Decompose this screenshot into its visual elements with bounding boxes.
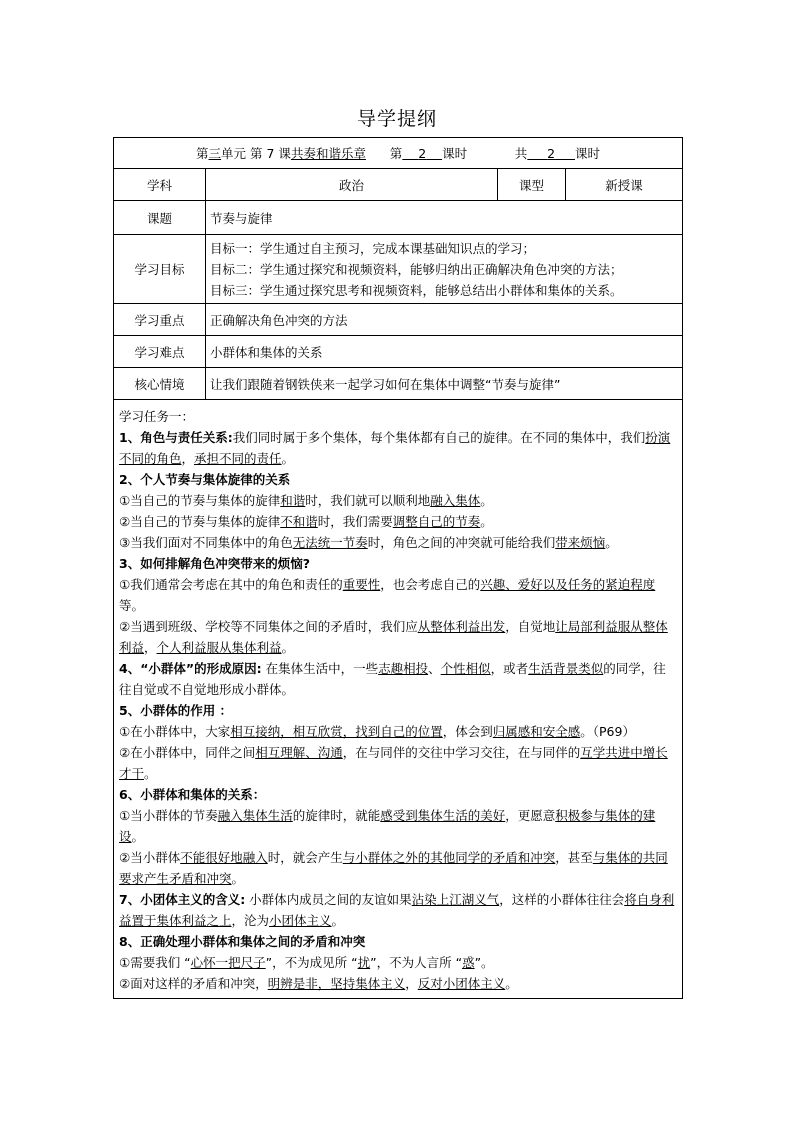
section-8-item: ②面对这样的矛盾和冲突，明辨是非，坚持集体主义，反对小团体主义。 — [119, 976, 518, 991]
goals-list — [206, 235, 683, 304]
section-5-item: ②在小群体中，同伴之间相互理解、沟通，在与同伴的交往中学习交往，在与同伴的互学共进中增长才干。 — [119, 745, 668, 781]
section-2-item: ①当自己的节奏与集体的旋律和谐时，我们就可以顺利地融入集体。 — [119, 493, 493, 508]
goal-item: 目标一：学生通过自主预习，完成本课基础知识点的学习； — [210, 240, 536, 256]
unit-prefix: 第 — [196, 146, 209, 161]
lesson-table — [113, 137, 683, 999]
section-2-item: ②当自己的节奏与集体的旋律不和谐时，我们需要调整自己的节奏。 — [119, 514, 493, 529]
section-6-title: 6、小群体和集体的关系： — [119, 787, 266, 802]
section-5-item: ①在小群体中，大家相互接纳，相互欣赏，找到自己的位置，体会到归属感和安全感。（P69） — [119, 724, 635, 739]
page-title: 导学提纲 — [356, 108, 437, 130]
lesson-name: 共奏和谐乐章 — [290, 146, 366, 161]
section-2-item: ③当我们面对不同集体中的角色无法统一节奏时，角色之间的冲突就可能给我们带来烦恼。 — [119, 535, 618, 550]
section-6-item: ①当小群体的节奏融入集体生活的旋律时，就能感受到集体生活的美好，更愿意积极参与集体的建设。 — [119, 808, 656, 844]
section-4: 4、“小群体”的形成原因: 在集体生活中，一些志趣相投、个性相似，或者生活背景类似的同学，往往自觉或不自觉地形成小群体。 — [119, 661, 666, 697]
difficulty-value: 小群体和集体的关系 — [206, 336, 683, 368]
section-7: 7、小团体主义的含义: 小群体内成员之间的友谊如果沾染上江湖义气，这样的小群体往往会将自身利益置于集体利益之上，沦为小团体主义。 — [119, 892, 675, 928]
lesson-header — [114, 138, 683, 169]
unit-number: 三 — [208, 146, 222, 161]
topic-row — [114, 201, 683, 235]
total-label: 课时 — [575, 146, 601, 161]
header-row — [114, 138, 683, 169]
topic-label: 课题 — [114, 201, 206, 235]
focus-label: 学习重点 — [114, 304, 206, 336]
section-6-item: ②当小群体不能很好地融入时，就会产生与小群体之外的其他同学的矛盾和冲突，甚至与集体的共同要求产生矛盾和冲突。 — [119, 850, 668, 886]
goals-label: 学习目标 — [114, 235, 206, 304]
difficulty-row — [114, 336, 683, 368]
topic-value: 节奏与旋律 — [206, 201, 683, 235]
section-2-title: 2、个人节奏与集体旋律的关系 — [119, 472, 291, 487]
section-3-item: ①我们通常会考虑在其中的角色和责任的重要性，也会考虑自己的兴趣、爱好以及任务的紧迫程度等。 — [119, 577, 656, 613]
focus-row — [114, 304, 683, 336]
total-number: 2 — [547, 146, 556, 161]
section-8-title: 8、正确处理小群体和集体之间的矛盾和冲突 — [119, 934, 366, 949]
period-prefix: 第 — [389, 146, 403, 161]
scenario-value: 让我们跟随着钢铁侠来一起学习如何在集体中调整“节奏与旋律” — [206, 368, 683, 400]
section-5-title: 5、小群体的作用 ： — [119, 703, 233, 718]
scenario-label: 核心情境 — [114, 368, 206, 400]
total-prefix: 共 — [514, 146, 528, 161]
type-label: 课型 — [498, 169, 566, 201]
unit-label: 单元 — [221, 146, 247, 161]
period-label: 课时 — [442, 146, 468, 161]
task-heading: 学习任务一： — [119, 409, 195, 424]
difficulty-label: 学习难点 — [114, 336, 206, 368]
task-row — [114, 400, 683, 999]
goals-row — [114, 235, 683, 304]
subject-row — [114, 169, 683, 201]
goal-item: 目标三：学生通过探究思考和视频资料，能够总结出小群体和集体的关系。 — [210, 282, 623, 298]
focus-value: 正确解决角色冲突的方法 — [206, 304, 683, 336]
lesson-number: 第 7 课 — [250, 146, 291, 161]
section-1: 1、角色与责任关系:我们同时属于多个集体，每个集体都有自己的旋律。在不同的集体中，我们扮演不同的角色，承担不同的责任。 — [119, 430, 671, 466]
task-content — [114, 400, 683, 999]
section-3-title: 3、如何排解角色冲突带来的烦恼? — [119, 556, 310, 571]
period-number: 2 — [418, 146, 427, 161]
subject-label: 学科 — [114, 169, 206, 201]
section-3-item: ②当遇到班级、学校等不同集体之间的矛盾时，我们应从整体利益出发，自觉地让局部利益服从整体利益，个人利益服从集体利益。 — [119, 619, 668, 655]
section-8-item: ①需要我们 “心怀一把尺子”，不为成见所 “扰”，不为人言所 “惑”。 — [119, 955, 494, 970]
subject-value: 政治 — [206, 169, 498, 201]
scenario-row — [114, 368, 683, 400]
type-value: 新授课 — [566, 169, 683, 201]
goal-item: 目标二：学生通过探究和视频资料，能够归纳出正确解决角色冲突的方法； — [210, 261, 623, 277]
